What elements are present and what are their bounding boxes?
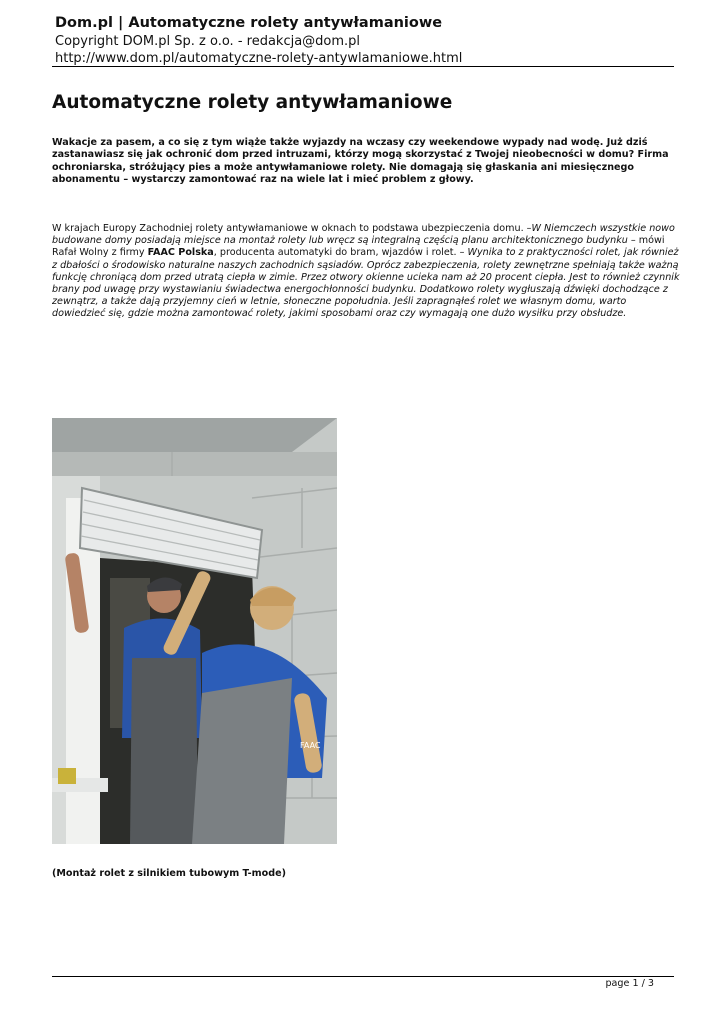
body-text-segment: – mówi Rafał Wolny z firmy — [52, 235, 665, 259]
body-text-segment: W krajach Europy Zachodniej rolety antywłamaniowe w oknach to podstawa ubezpieczenia domu. – — [52, 223, 532, 234]
faac-logo: FAAC — [300, 741, 321, 750]
photo-caption: (Montaż rolet z silnikiem tubowym T-mode) — [52, 868, 287, 879]
footer-divider — [52, 976, 674, 977]
body-quote: Wynika to z praktyczności rolet, jak również z dbałości o środowisko naturalne naszych zachodnich sąsiadów. Oprócz zabezpieczenia, rolety zewnętrzne spełniają także ważną funkcję chroniącą dom przed utratą ciepła w zimie. Przez otwory okienne ucieka nam aż 20 procent ciepła. Jest to również czynnik brany pod uwagę przy wystawianiu świadectwa energochłonności budynku. Dodatkowo rolety wygłuszają dźwięki dochodzące z zewnątrz, a także dają przyjemny cień w letnie, słoneczne popołudnia. Jeśli zapragnąłeś rolet we własnym domu, warto dowiedzieć się, gdzie można zamontować rolety, jakimi sposobami oraz czy wymagają one dużo wysiłku przy obsłudze. — [52, 247, 680, 320]
header-divider — [52, 66, 674, 67]
source-url: http://www.dom.pl/automatyczne-rolety-antywlamaniowe.html — [55, 51, 463, 66]
article-lead: Wakacje za pasem, a co się z tym wiąże także wyjazdy na wczasy czy weekendowe wypady nad wodę. Już dziś zastanawiasz się jak ochronić dom przed intruzami, którzy mogą skorzystać z Twojej nieobecności w domu? Firma ochroniarska, stróżujący pies a może antywłamaniowe rolety. Nie domagają się głaskania ani miesięcznego abonamentu – wystarczy zamontować raz na wiele lat i mieć problem z głowy. — [52, 137, 669, 186]
site-title: Dom.pl | Automatyczne rolety antywłamaniowe — [55, 15, 443, 31]
article-title: Automatyczne rolety antywłamaniowe — [52, 92, 453, 113]
copyright-line: Copyright DOM.pl Sp. z o.o. - redakcja@dom.pl — [55, 34, 361, 49]
article-photo — [52, 418, 337, 844]
body-text-segment: , producenta automatyki do bram, wjazdów i rolet. – — [213, 247, 468, 259]
body-quote: W Niemczech wszystkie nowo budowane domy posiadają miejsce na montaż rolety lub wręcz są integralną częścią planu architektonicznego budynku — [52, 223, 675, 247]
company-name: FAAC Polska — [147, 247, 214, 259]
article-body — [52, 223, 682, 321]
page-number: page 1 / 3 — [605, 978, 654, 989]
document-header — [55, 14, 675, 67]
